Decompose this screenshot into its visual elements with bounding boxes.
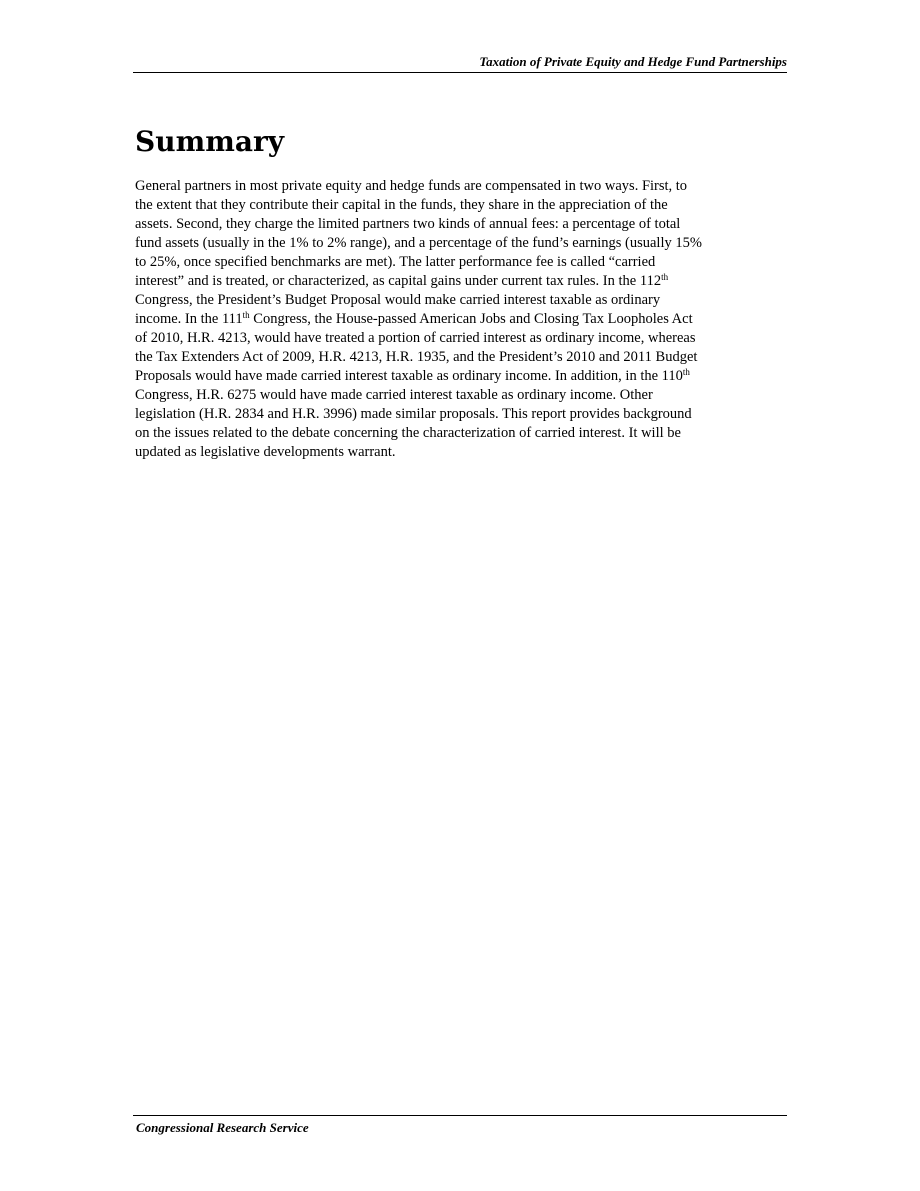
line-text: Congress, the House-passed American Jobs and Closing Tax Loopholes Act xyxy=(249,311,693,327)
paragraph-line: General partners in most private equity and hedge funds are compensated in two ways. First, to xyxy=(135,178,688,194)
paragraph-line: of 2010, H.R. 4213, would have treated a portion of carried interest as ordinary income, whereas xyxy=(135,330,696,346)
line-text: Proposals would have made carried interest taxable as ordinary income. In addition, in the 110 xyxy=(135,368,683,384)
paragraph-line: updated as legislative developments warrant. xyxy=(135,444,396,460)
line-text: income. In the 111 xyxy=(135,311,243,327)
paragraph-line: the Tax Extenders Act of 2009, H.R. 4213, H.R. 1935, and the President’s 2010 and 2011 Budget xyxy=(135,349,698,365)
footer-rule xyxy=(133,1115,787,1116)
paragraph-line: Congress, H.R. 6275 would have made carried interest taxable as ordinary income. Other xyxy=(135,387,653,403)
paragraph-line xyxy=(135,310,795,329)
ordinal-superscript: th xyxy=(682,367,690,377)
ordinal-superscript: th xyxy=(661,272,669,282)
paragraph-line: Congress, the President’s Budget Proposal would make carried interest taxable as ordinary xyxy=(135,292,661,308)
running-footer: Congressional Research Service xyxy=(136,1120,309,1135)
header-rule xyxy=(133,72,787,73)
paragraph-line: the extent that they contribute their capital in the funds, they share in the appreciation of the xyxy=(135,197,668,213)
summary-heading: Summary xyxy=(135,125,284,158)
running-header: Taxation of Private Equity and Hedge Fund Partnerships xyxy=(479,54,787,69)
ordinal-superscript: th xyxy=(242,310,250,320)
summary-paragraph xyxy=(135,177,795,462)
paragraph-line xyxy=(135,272,795,291)
line-text: interest” and is treated, or characterized, as capital gains under current tax rules. In the 112 xyxy=(135,273,662,289)
paragraph-line: fund assets (usually in the 1% to 2% range), and a percentage of the fund’s earnings (usually 15% xyxy=(135,235,702,251)
paragraph-line xyxy=(135,367,795,386)
paragraph-line: legislation (H.R. 2834 and H.R. 3996) made similar proposals. This report provides background xyxy=(135,406,692,422)
paragraph-line: on the issues related to the debate concerning the characterization of carried interest. It will be xyxy=(135,425,681,441)
paragraph-line: assets. Second, they charge the limited partners two kinds of annual fees: a percentage of total xyxy=(135,216,681,232)
paragraph-line: to 25%, once specified benchmarks are met). The latter performance fee is called “carried xyxy=(135,254,656,270)
